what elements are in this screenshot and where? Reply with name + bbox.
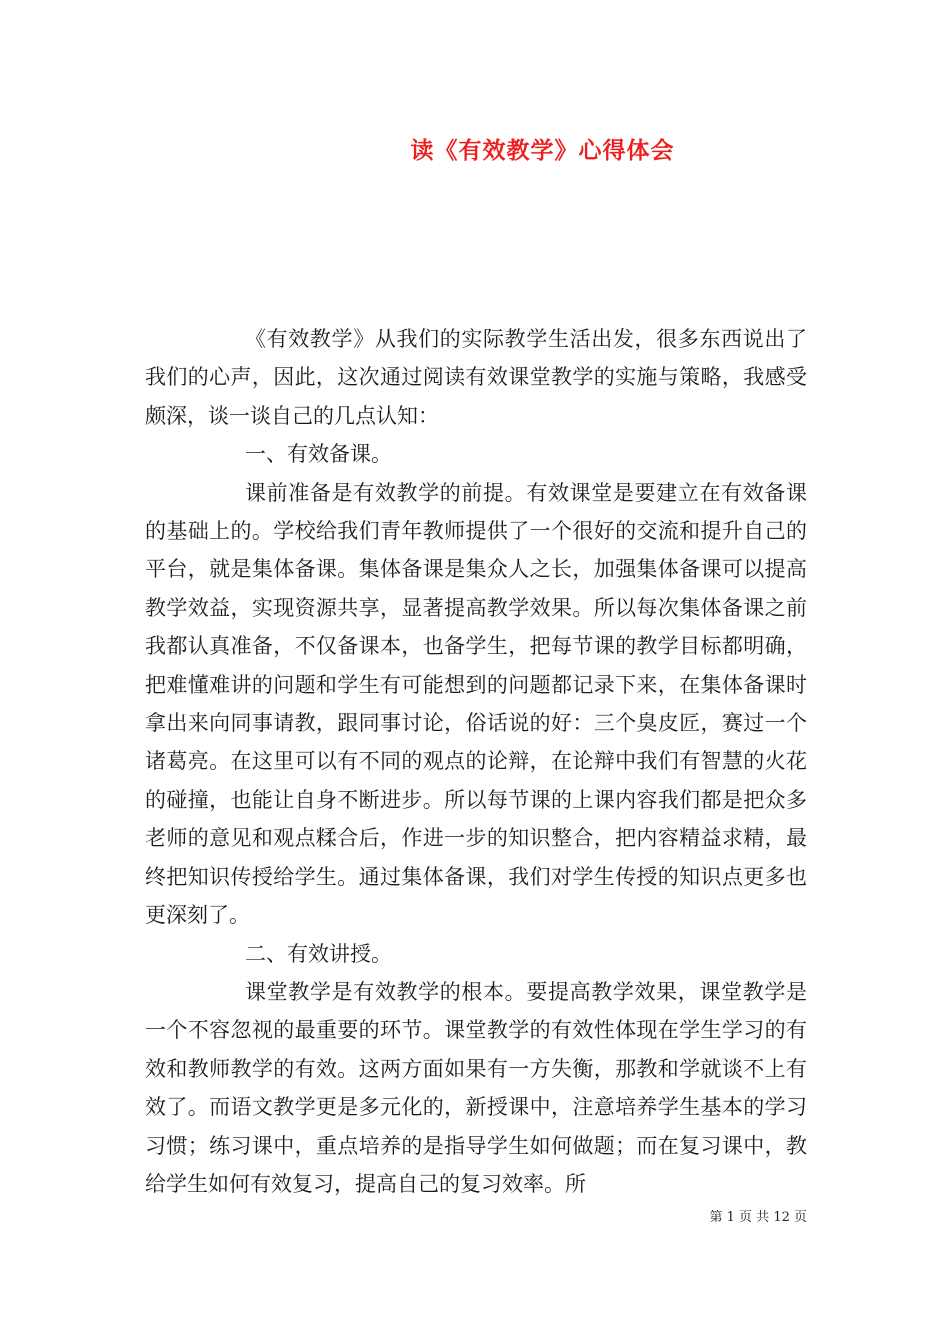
document-body xyxy=(145,320,807,1203)
page-number-footer: 第 1 页 共 12 页 xyxy=(709,1210,807,1225)
paragraph-preparation: 课前准备是有效教学的前提。有效课堂是要建立在有效备课的基础上的。学校给我们青年教师提供了一个很好的交流和提升自己的平台，就是集体备课。集体备课是集众人之长，加强集体备课可以提高教学效益，实现资源共享，显著提高教学效果。所以每次集体备课之前我都认真准备，不仅备课本，也备学生，把每节课的教学目标都明确，把难懂难讲的问题和学生有可能想到的问题都记录下来，在集体备课时拿出来向同事请教，跟同事讨论，俗话说的好：三个臭皮匠，赛过一个诸葛亮。在这里可以有不同的观点的论辩，在论辩中我们有智慧的火花的碰撞，也能让自身不断进步。所以每节课的上课内容我们都是把众多老师的意见和观点糅合后，作进一步的知识整合，把内容精益求精，最终把知识传授给学生。通过集体备课，我们对学生传授的知识点更多也更深刻了。 xyxy=(145,480,807,928)
paragraph-intro: 《有效教学》从我们的实际教学生活出发，很多东西说出了我们的心声，因此，这次通过阅读有效课堂教学的实施与策略，我感受颇深，谈一谈自己的几点认知： xyxy=(145,327,807,428)
document-title: 读《有效教学》心得体会 xyxy=(410,137,675,164)
section-heading-2: 二、有效讲授。 xyxy=(245,941,392,966)
paragraph-teaching: 课堂教学是有效教学的根本。要提高教学效果，课堂教学是一个不容忽视的最重要的环节。课堂教学的有效性体现在学生学习的有效和教师教学的有效。这两方面如果有一方失衡，那教和学就谈不上有效了。而语文教学更是多元化的，新授课中，注意培养学生基本的学习习惯；练习课中，重点培养的是指导学生如何做题；而在复习课中，教给学生如何有效复习，提高自己的复习效率。所 xyxy=(145,979,807,1196)
section-heading-1: 一、有效备课。 xyxy=(245,442,392,467)
